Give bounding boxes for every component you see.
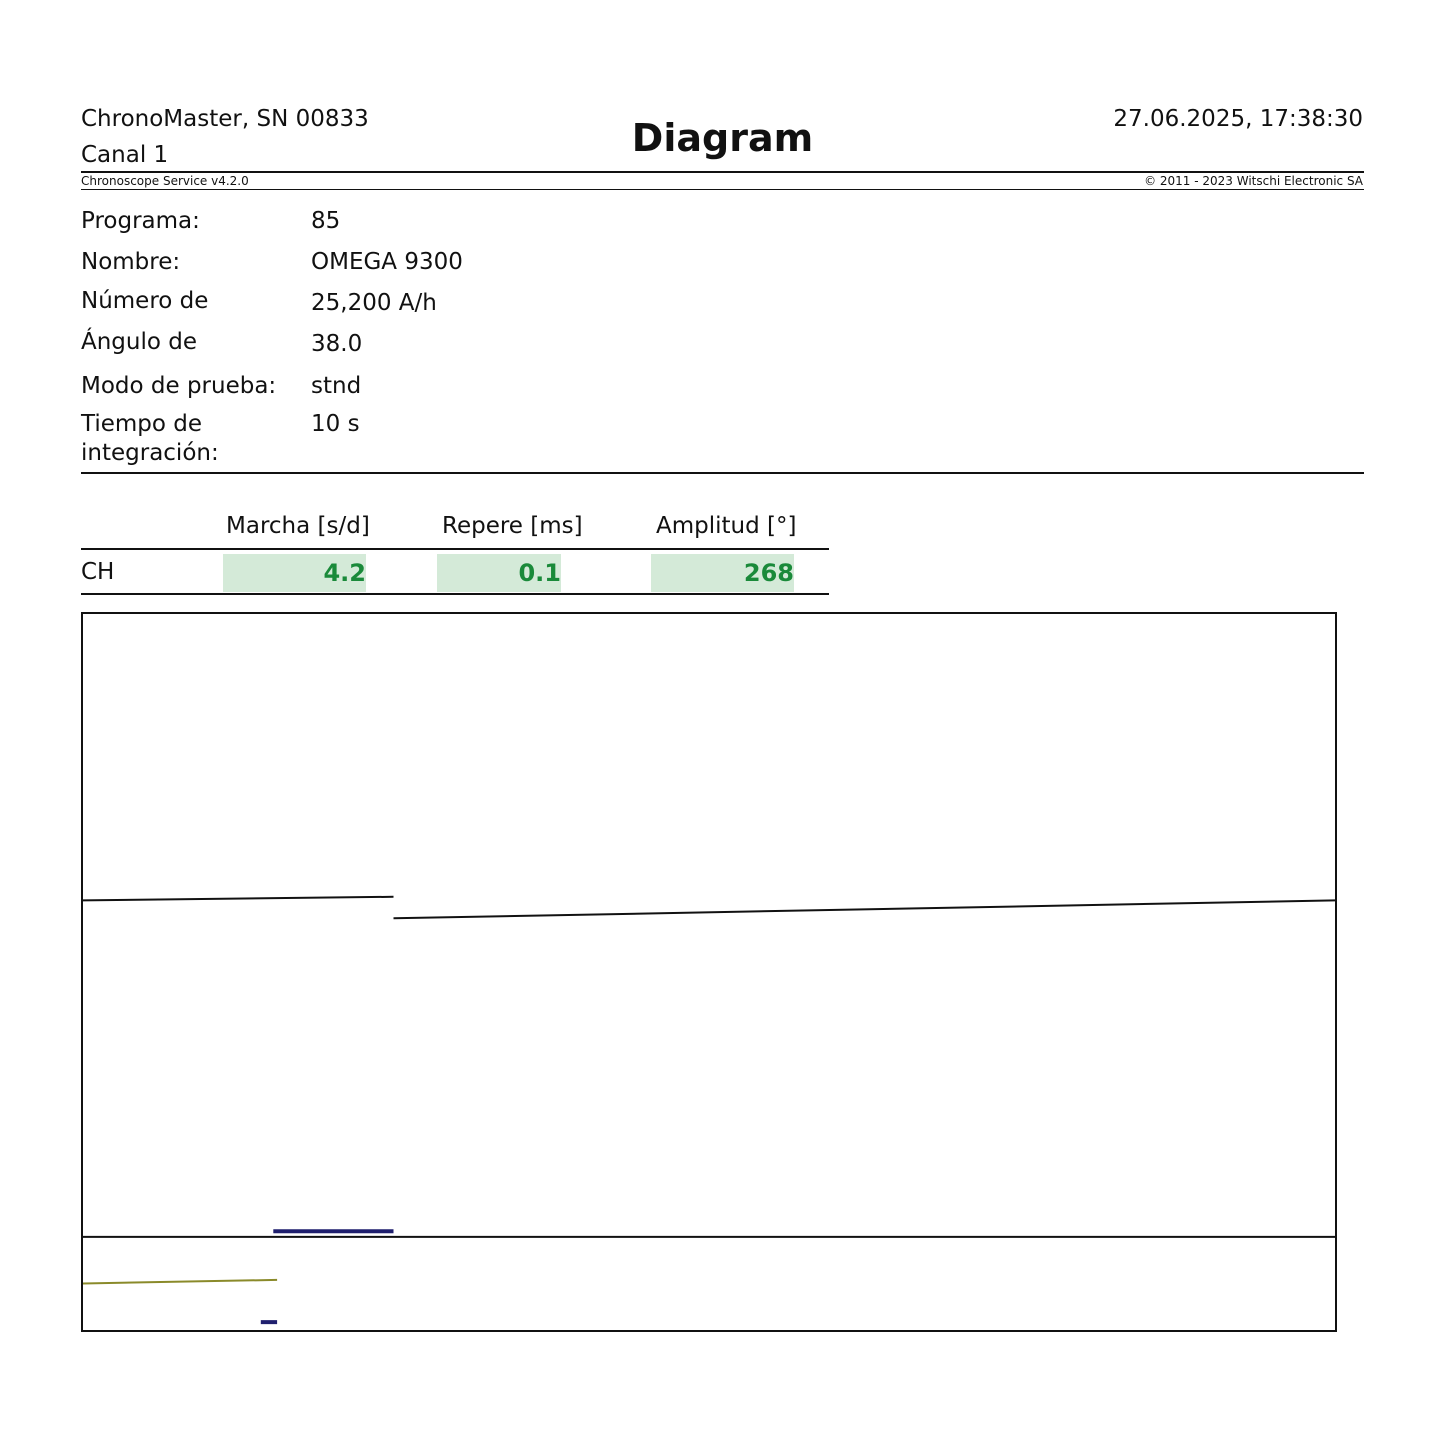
timing-diagram	[81, 612, 1337, 1332]
info-rule	[81, 472, 1364, 474]
info-label-modo: Modo de prueba:	[81, 373, 277, 399]
info-value-tiempo: 10 s	[311, 411, 360, 437]
copyright-notice: © 2011 - 2023 Witschi Electronic SA	[1144, 174, 1363, 188]
table-bottom-rule	[81, 593, 829, 595]
info-value-modo: stnd	[311, 373, 362, 399]
trace-line-3	[83, 1280, 277, 1284]
info-label-nombre: Nombre:	[81, 249, 181, 275]
info-value-angulo: 38.0	[311, 331, 363, 357]
value-marcha: 4.2	[223, 554, 366, 592]
info-label-programa: Programa:	[81, 208, 200, 234]
info-label-angulo: Ángulo de	[81, 329, 198, 355]
table-header-rule	[81, 548, 829, 550]
row-label-ch: CH	[81, 559, 115, 585]
column-header-amplitud: Amplitud [°]	[656, 513, 797, 539]
column-header-repere: Repere [ms]	[442, 513, 583, 539]
column-header-marcha: Marcha [s/d]	[226, 513, 370, 539]
software-version: Chronoscope Service v4.2.0	[81, 174, 249, 188]
info-value-nombre: OMEGA 9300	[311, 249, 463, 275]
info-label-tiempo: Tiempo de integración:	[81, 411, 219, 466]
report-datetime: 27.06.2025, 17:38:30	[1113, 106, 1363, 132]
trace-line-1	[83, 897, 394, 901]
page-title: Diagram	[631, 116, 814, 160]
info-value-numero: 25,200 A/h	[311, 290, 437, 316]
channel-label: Canal 1	[81, 142, 169, 168]
value-amplitud: 268	[651, 554, 794, 592]
info-label-numero: Número de	[81, 288, 209, 314]
header-rule-top	[81, 171, 1364, 173]
value-repere: 0.1	[437, 554, 561, 592]
info-value-programa: 85	[311, 208, 341, 234]
device-name: ChronoMaster, SN 00833	[81, 106, 369, 132]
trace-line-2	[394, 900, 1336, 918]
header-rule-bottom	[81, 189, 1364, 190]
diagram-plot	[83, 614, 1335, 1330]
